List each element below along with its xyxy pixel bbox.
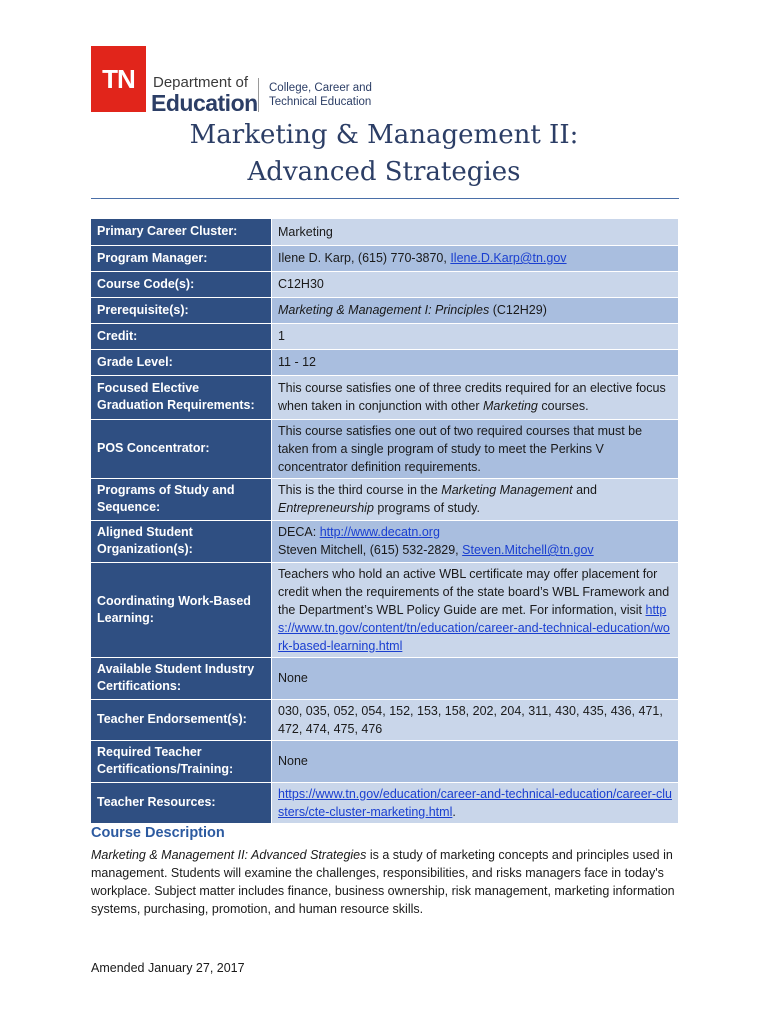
- row-value: 11 - 12: [272, 349, 679, 375]
- org-contact: Steven Mitchell, (615) 532-2829,: [278, 543, 463, 557]
- row-label: Required Teacher Certifications/Training:: [91, 740, 272, 782]
- resources-tail: .: [452, 804, 456, 819]
- row-value: [272, 478, 679, 520]
- row-label: Grade Level:: [91, 349, 272, 375]
- table-row: [91, 699, 679, 740]
- education-label: Education: [151, 90, 258, 116]
- table-row: [91, 562, 679, 657]
- row-label: Program Manager:: [91, 245, 272, 271]
- programs-text-3: programs of study.: [373, 501, 480, 515]
- row-value: [272, 782, 679, 823]
- org-contact-email-link[interactable]: Steven.Mitchell@tn.gov: [462, 543, 594, 557]
- table-row: [91, 375, 679, 419]
- table-row: [91, 349, 679, 375]
- header: [91, 46, 691, 116]
- row-label: Primary Career Cluster:: [91, 219, 272, 245]
- wbl-text: Teachers who hold an active WBL certificate may offer placement for credit when the requirements of the state board’s WBL Framework and the Department’s WBL Policy Guide are met. For information, visit: [278, 566, 670, 617]
- wbl-link[interactable]: https://www.tn.gov/content/tn/education/career-and-technical-education/work-based-learning.html: [278, 602, 670, 653]
- course-info-table: [91, 219, 679, 824]
- elective-text-2: courses.: [537, 399, 589, 413]
- title-divider: [91, 198, 679, 199]
- programs-text-2: and: [572, 483, 597, 497]
- row-label: Focused Elective Graduation Requirements:: [91, 375, 272, 419]
- resources-link[interactable]: https://www.tn.gov/education/career-and-technical-education/career-clusters/cte-cluster-marketing.html: [278, 786, 672, 819]
- course-description: [91, 846, 679, 918]
- row-label: Programs of Study and Sequence:: [91, 478, 272, 520]
- table-row: [91, 478, 679, 520]
- prereq-code: (C12H29): [489, 303, 547, 317]
- title-line-1: Marketing & Management II:: [189, 120, 579, 150]
- table-row: [91, 520, 679, 562]
- cte-line-2: Technical Education: [269, 96, 372, 108]
- row-label: Aligned Student Organization(s):: [91, 520, 272, 562]
- row-value: None: [272, 657, 679, 699]
- table-row: [91, 245, 679, 271]
- table-row: [91, 297, 679, 323]
- course-description-text: is a study of marketing concepts and principles used in management. Students will examine the challenges, responsibilities, and risks managers face in today's workplace. Subject matter includes finance, business ownership, risk management, marketing information systems, purchasing, promotion, and human resource skills.: [91, 848, 675, 916]
- course-description-italic: Marketing & Management II: Advanced Strategies: [91, 848, 367, 862]
- page-title: [91, 117, 677, 191]
- table-row: [91, 657, 679, 699]
- row-label: Available Student Industry Certifications:: [91, 657, 272, 699]
- manager-email-link[interactable]: Ilene.D.Karp@tn.gov: [450, 251, 567, 265]
- amended-date: Amended January 27, 2017: [91, 961, 245, 975]
- programs-italic-2: Entrepreneurship: [278, 501, 374, 515]
- row-value: None: [272, 740, 679, 782]
- row-value: C12H30: [272, 271, 679, 297]
- row-value: 030, 035, 052, 054, 152, 153, 158, 202, 204, 311, 430, 435, 436, 471, 472, 474, 475, 476: [272, 699, 679, 740]
- elective-italic: Marketing: [483, 399, 538, 413]
- row-label: Credit:: [91, 323, 272, 349]
- row-value: 1: [272, 323, 679, 349]
- deca-link[interactable]: http://www.decatn.org: [319, 525, 440, 539]
- row-label: Coordinating Work-Based Learning:: [91, 562, 272, 657]
- cte-line-1: College, Career and: [269, 82, 372, 94]
- prereq-course: Marketing & Management I: Principles: [278, 303, 490, 317]
- row-label: Prerequisite(s):: [91, 297, 272, 323]
- row-value: [272, 562, 679, 657]
- table-row: [91, 219, 679, 245]
- row-label: Teacher Endorsement(s):: [91, 699, 272, 740]
- dept-of-label: Department of: [153, 74, 249, 91]
- programs-text-1: This is the third course in the: [278, 483, 442, 497]
- table-row: [91, 740, 679, 782]
- row-value: [272, 245, 679, 271]
- programs-italic-1: Marketing Management: [441, 483, 573, 497]
- table-row: [91, 271, 679, 297]
- row-label: POS Concentrator:: [91, 419, 272, 478]
- row-value: This course satisfies one out of two required courses that must be taken from a single program of study to meet the Perkins V concentrator definition requirements.: [272, 419, 679, 478]
- row-label: Course Code(s):: [91, 271, 272, 297]
- tn-logo: TN: [91, 46, 146, 112]
- deca-label: DECA:: [278, 525, 320, 539]
- table-row: [91, 419, 679, 478]
- row-value: Marketing: [272, 219, 679, 245]
- row-value: [272, 520, 679, 562]
- manager-text: Ilene D. Karp, (615) 770-3870,: [278, 251, 451, 265]
- row-value: [272, 297, 679, 323]
- table-row: [91, 782, 679, 823]
- logo-divider: [258, 78, 259, 112]
- course-description-heading: Course Description: [91, 825, 225, 841]
- table-row: [91, 323, 679, 349]
- row-value: [272, 375, 679, 419]
- title-line-2: Advanced Strategies: [247, 157, 521, 187]
- cte-label: [269, 81, 372, 109]
- elective-text-1: This course satisfies one of three credits required for an elective focus when taken in conjunction with other: [278, 381, 666, 413]
- row-label: Teacher Resources:: [91, 782, 272, 823]
